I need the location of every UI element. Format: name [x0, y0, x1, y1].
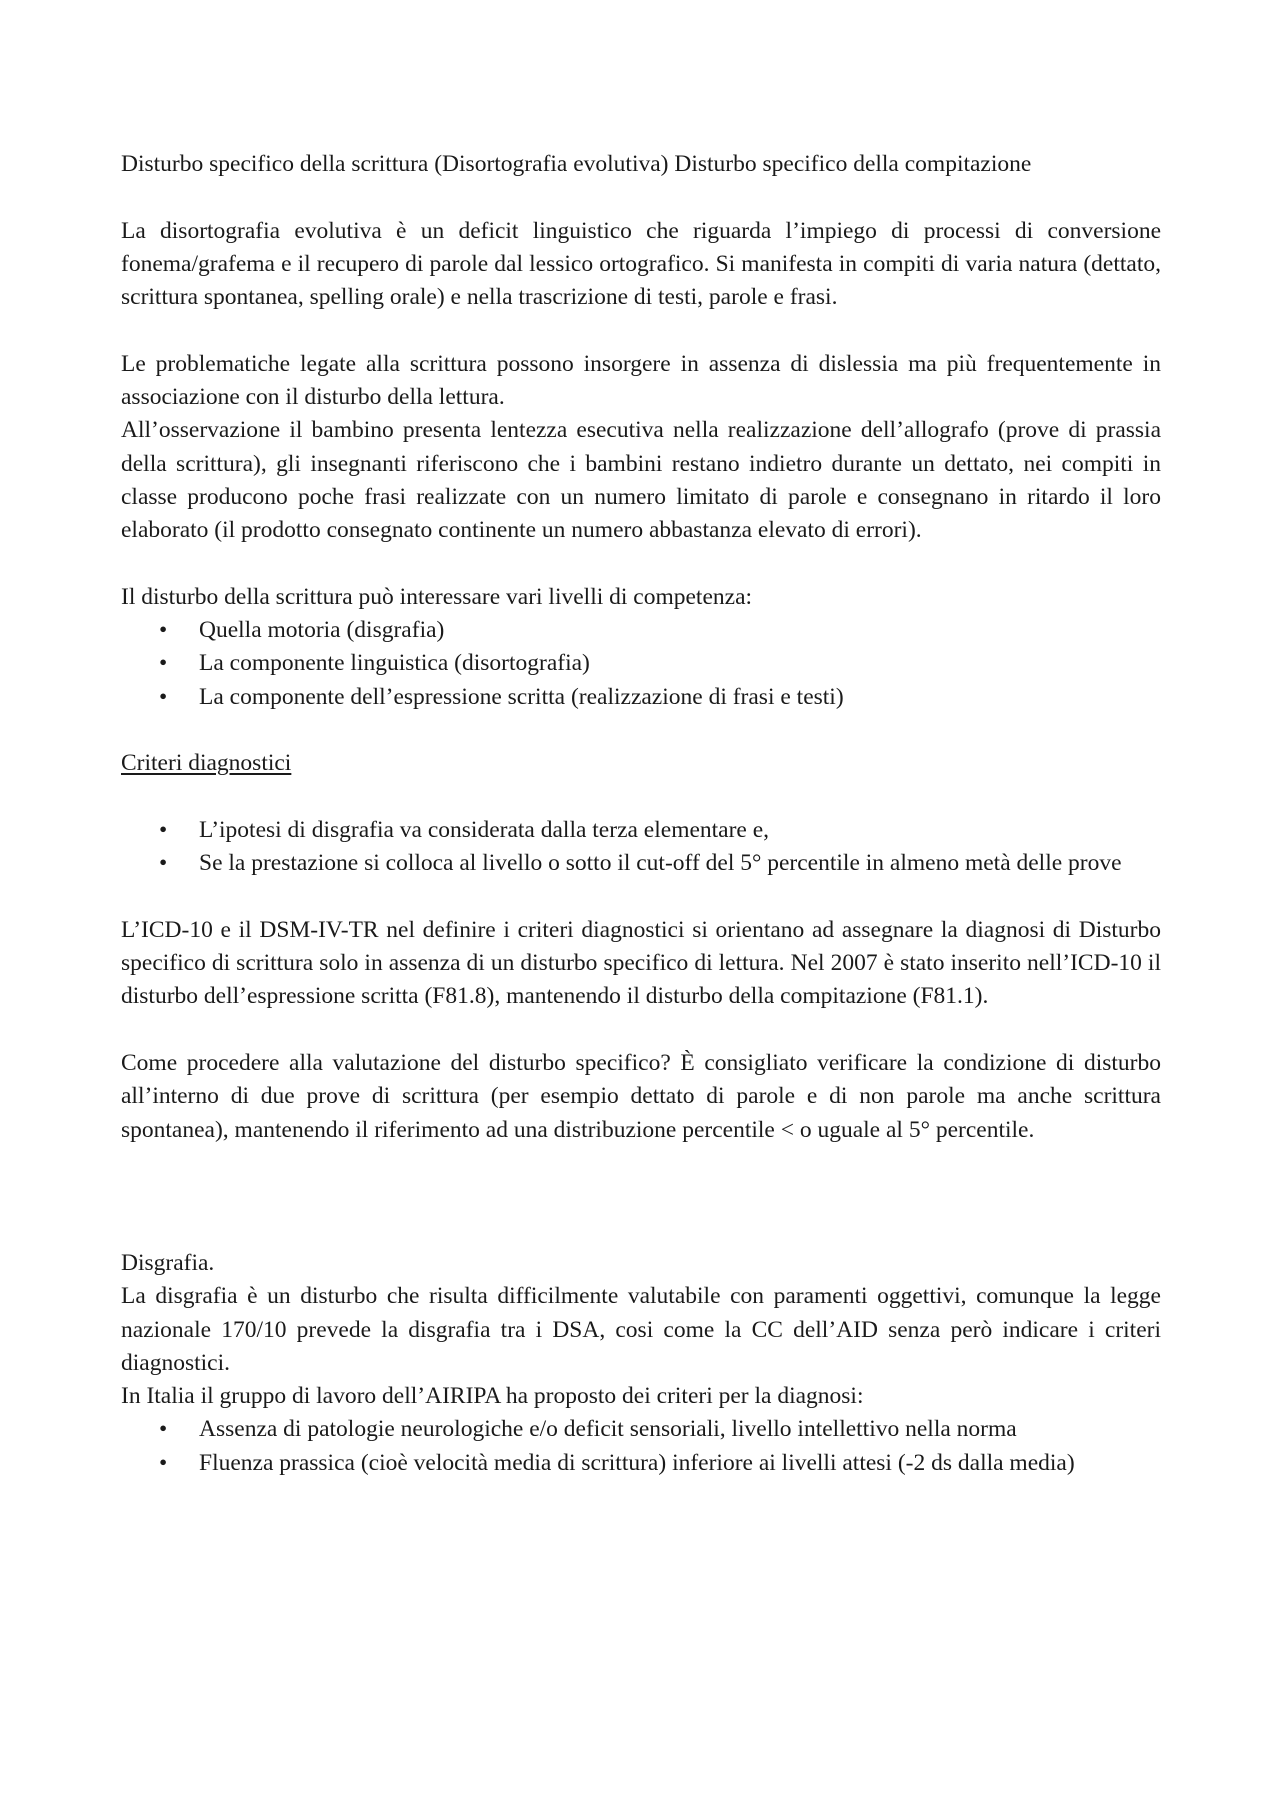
spacer — [121, 548, 1161, 581]
levels-list — [121, 614, 1161, 714]
criteria-list — [121, 814, 1161, 881]
spacer — [121, 181, 1161, 214]
disgrafia-heading: Disgrafia. — [121, 1249, 215, 1276]
spacer — [121, 1147, 1161, 1247]
bullet-icon: • — [159, 683, 168, 710]
icd-paragraph: L’ICD-10 e il DSM-IV-TR nel definire i criteri diagnostici si orientano ad assegnare la diagnosi di Disturbo specifico di scrittura solo in assenza di un disturbo specifico di lettura. Nel 2007 è stato inserito nell’ICD-10 il disturbo dell’espressione scritta (F81.8), mantenendo il disturbo della compitazione (F81.1). — [121, 916, 1161, 1010]
spacer — [121, 314, 1161, 347]
list-item: • L’ipotesi di disgrafia va considerata dalla terza elementare e, — [121, 814, 1161, 847]
bullet-icon: • — [159, 1416, 168, 1443]
spacer — [121, 781, 1161, 814]
observation-paragraph: All’osservazione il bambino presenta lentezza esecutiva nella realizzazione dell’allografo (prove di prassia della scrittura), gli insegnanti riferiscono che i bambini restano indietro durante un dettato, nei compiti in classe producono poche frasi realizzate con un numero limitato di parole e consegnano in ritardo il loro elaborato (il prodotto consegnato continente un numero abbastanza elevato di errori). — [121, 417, 1161, 544]
bullet-icon: • — [159, 850, 168, 877]
problems-paragraph: Le problematiche legate alla scrittura possono insorgere in assenza di dislessia ma più frequentemente in associazione con il disturbo della lettura. — [121, 350, 1161, 411]
list-item: • Se la prestazione si colloca al livello o sotto il cut-off del 5° percentile in almeno metà delle prove — [121, 847, 1161, 880]
levels-intro: Il disturbo della scrittura può interessare vari livelli di competenza: — [121, 583, 753, 610]
document-page — [121, 148, 1161, 1480]
list-item: • La componente linguistica (disortografia) — [121, 647, 1161, 680]
airipa-intro: In Italia il gruppo di lavoro dell’AIRIPA ha proposto dei criteri per la diagnosi: — [121, 1383, 864, 1410]
bullet-icon: • — [159, 816, 168, 843]
spacer — [121, 714, 1161, 747]
list-item: • Quella motoria (disgrafia) — [121, 614, 1161, 647]
intro-paragraph: La disortografia evolutiva è un deficit linguistico che riguarda l’impiego di processi di conversione fonema/grafema e il recupero di parole dal lessico ortografico. Si manifesta in compiti di varia natura (dettato, scrittura spontanea, spelling orale) e nella trascrizione di testi, parole e frasi. — [121, 217, 1161, 311]
spacer — [121, 881, 1161, 914]
bullet-icon: • — [159, 650, 168, 677]
list-item: • Assenza di patologie neurologiche e/o deficit sensoriali, livello intellettivo nella norma — [121, 1413, 1161, 1446]
bullet-icon: • — [159, 1449, 168, 1476]
evaluation-paragraph: Come procedere alla valutazione del disturbo specifico? È consigliato verificare la condizione di disturbo all’interno di due prove di scrittura (per esempio dettato di parole e di non parole ma anche scrittura spontanea), mantenendo il riferimento ad una distribuzione percentile < o uguale al 5° percentile. — [121, 1050, 1161, 1143]
list-item: • Fluenza prassica (cioè velocità media di scrittura) inferiore ai livelli attesi (-2 ds dalla media) — [121, 1447, 1161, 1480]
spacer — [121, 1014, 1161, 1047]
disgrafia-paragraph: La disgrafia è un disturbo che risulta difficilmente valutabile con paramenti oggettivi, comunque la legge nazionale 170/10 prevede la disgrafia tra i DSA, cosi come la CC dell’AID senza però indicare i criteri diagnostici. — [121, 1283, 1161, 1376]
bullet-icon: • — [159, 617, 168, 644]
airipa-list — [121, 1413, 1161, 1480]
list-item: • La componente dell’espressione scritta (realizzazione di frasi e testi) — [121, 681, 1161, 714]
criteria-heading: Criteri diagnostici — [121, 750, 292, 777]
document-title: Disturbo specifico della scrittura (Disortografia evolutiva) Disturbo specifico della compitazione — [121, 151, 1032, 177]
